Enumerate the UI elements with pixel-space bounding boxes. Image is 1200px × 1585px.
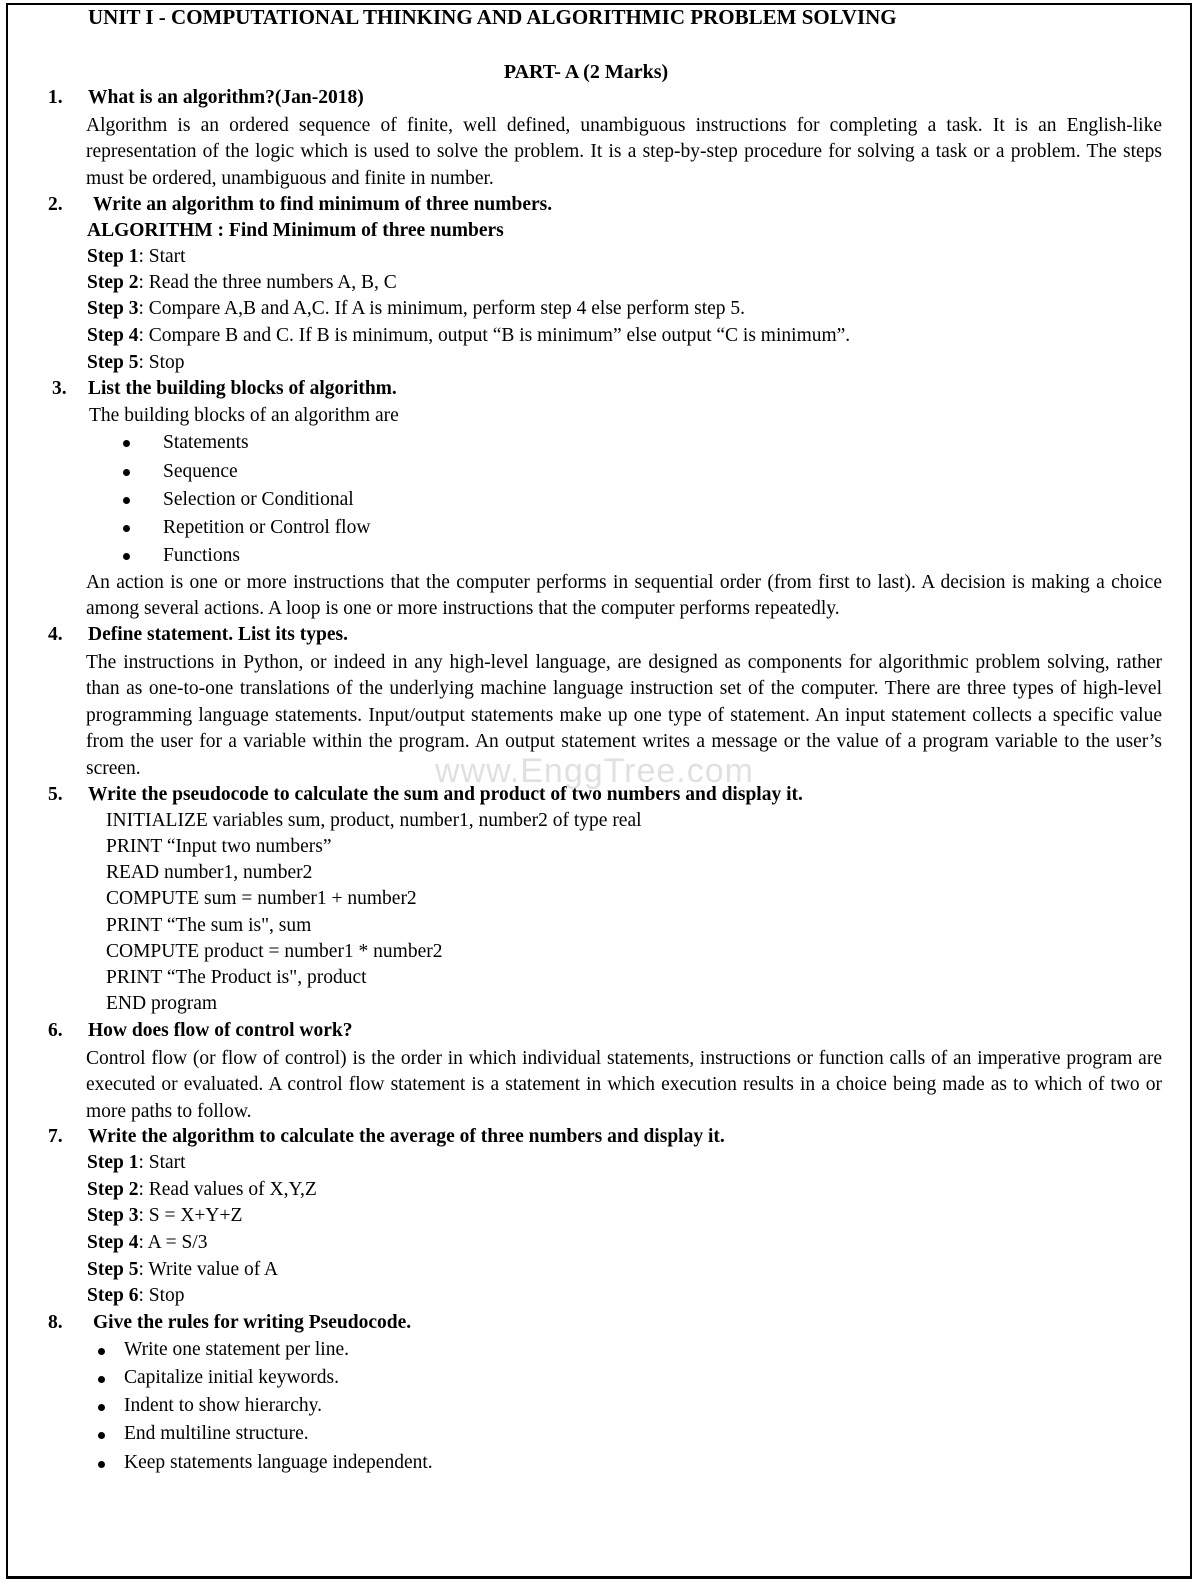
step-line xyxy=(87,1179,317,1201)
step-label: Step 1 xyxy=(87,246,139,267)
question-text: Write the pseudocode to calculate the sum and product of two numbers and display it. xyxy=(88,784,803,805)
pseudocode-line: END program xyxy=(106,993,218,1014)
pseudocode-line: COMPUTE sum = number1 + number2 xyxy=(106,888,417,909)
question-number: 2. xyxy=(48,194,63,215)
step-text: : Write value of A xyxy=(138,1259,279,1280)
question-text: How does flow of control work? xyxy=(88,1020,353,1041)
question-number: 5. xyxy=(48,784,63,805)
step-line xyxy=(87,272,397,294)
step-line xyxy=(87,1232,207,1254)
step-label: Step 3 xyxy=(87,298,139,319)
step-label: Step 2 xyxy=(87,1179,139,1200)
bullet-dot xyxy=(123,525,130,532)
question-text: Define statement. List its types. xyxy=(88,624,348,645)
bullet-dot xyxy=(98,1376,105,1383)
step-line xyxy=(87,1285,185,1307)
step-label: Step 4 xyxy=(87,1232,139,1253)
part-title xyxy=(0,61,1200,84)
pseudocode-line: PRINT “Input two numbers” xyxy=(106,836,332,857)
step-label: Step 2 xyxy=(87,272,139,293)
part-title-text: PART- A (2 Marks) xyxy=(503,61,669,83)
bullet-dot xyxy=(98,1461,105,1468)
list-item: Statements xyxy=(163,432,249,453)
step-line xyxy=(87,1205,242,1227)
step-text: : A = S/3 xyxy=(138,1232,208,1253)
step-text: : Compare B and C. If B is minimum, output “B is minimum” else output “C is minimum”. xyxy=(138,325,851,346)
question-number: 1. xyxy=(48,87,63,108)
pseudocode-line: COMPUTE product = number1 * number2 xyxy=(106,941,443,962)
step-line xyxy=(87,1152,186,1174)
question-text: Write an algorithm to find minimum of three numbers. xyxy=(93,194,553,215)
list-item: Selection or Conditional xyxy=(163,489,354,510)
unit-title: UNIT I - COMPUTATIONAL THINKING AND ALGORITHMIC PROBLEM SOLVING xyxy=(88,5,897,29)
list-item: Functions xyxy=(163,545,240,566)
step-text: : Read the three numbers A, B, C xyxy=(138,272,397,293)
step-line xyxy=(87,325,850,347)
bullet-dot xyxy=(98,1348,105,1355)
question-number: 8. xyxy=(48,1312,63,1333)
question-text: List the building blocks of algorithm. xyxy=(88,378,397,399)
step-label: Step 5 xyxy=(87,352,139,373)
answer-paragraph: Control flow (or flow of control) is the order in which individual statements, instructions or function calls of an imperative program are executed or evaluated. A control flow statement is a statement in which execution results in a choice being made as to which of two or more paths to follow. xyxy=(86,1048,1162,1122)
list-item: End multiline structure. xyxy=(124,1423,309,1444)
list-item: Capitalize initial keywords. xyxy=(124,1367,339,1388)
bullet-dot xyxy=(123,553,130,560)
step-line xyxy=(87,298,745,320)
list-item: Write one statement per line. xyxy=(124,1339,350,1360)
pseudocode-line: READ number1, number2 xyxy=(106,862,313,883)
step-label: Step 6 xyxy=(87,1285,139,1306)
question-number: 4. xyxy=(48,624,63,645)
step-line xyxy=(87,246,186,268)
step-label: Step 4 xyxy=(87,325,139,346)
step-label: Step 1 xyxy=(87,1152,139,1173)
step-text: : Read values of X,Y,Z xyxy=(138,1179,317,1200)
step-text: : Compare A,B and A,C. If A is minimum, perform step 4 else perform step 5. xyxy=(138,298,746,319)
answer-paragraph: Algorithm is an ordered sequence of finite, well defined, unambiguous instructions for completing a task. It is an English-like representation of the logic which is used to solve the problem. It is a step-by-step procedure for solving a task or a problem. The steps must be ordered, unambiguous and finite in number. xyxy=(86,115,1162,189)
step-text: : S = X+Y+Z xyxy=(138,1205,243,1226)
bullet-dot xyxy=(98,1432,105,1439)
list-item: Repetition or Control flow xyxy=(163,517,371,538)
pseudocode-line: PRINT “The Product is", product xyxy=(106,967,367,988)
list-item: Keep statements language independent. xyxy=(124,1452,433,1473)
answer-paragraph: The instructions in Python, or indeed in any high-level language, are designed as components for algorithmic problem solving, rather than as one-to-one translations of the underlying machine language instruction set of the computer. There are three types of high-level programming language statements. Input/output statements make up one type of statement. An input statement collects a specific value from the user for a variable within the program. An output statement writes a message or the value of a program variable to the user’s screen. xyxy=(86,652,1162,779)
algorithm-heading: ALGORITHM : Find Minimum of three numbers xyxy=(87,220,504,241)
pseudocode-line: PRINT “The sum is", sum xyxy=(106,915,312,936)
question-text: What is an algorithm?(Jan-2018) xyxy=(88,87,364,108)
list-item: Indent to show hierarchy. xyxy=(124,1395,323,1416)
question-text: Give the rules for writing Pseudocode. xyxy=(93,1312,412,1333)
pseudocode-line: INITIALIZE variables sum, product, number1, number2 of type real xyxy=(106,810,642,831)
watermark: www.EnggTree.com xyxy=(435,752,754,790)
step-text: : Start xyxy=(138,246,186,267)
question-number: 3. xyxy=(52,378,67,399)
question-number: 6. xyxy=(48,1020,63,1041)
bullet-dot xyxy=(123,469,130,476)
step-text: : Start xyxy=(138,1152,186,1173)
bullet-dot xyxy=(98,1404,105,1411)
bullet-dot xyxy=(123,497,130,504)
question-text: Write the algorithm to calculate the average of three numbers and display it. xyxy=(88,1126,725,1147)
step-line xyxy=(87,1259,278,1281)
answer-paragraph: An action is one or more instructions that the computer performs in sequential order (from first to last). A decision is making a choice among several actions. A loop is one or more instructions that the computer performs repeatedly. xyxy=(86,572,1162,620)
step-label: Step 5 xyxy=(87,1259,139,1280)
step-line xyxy=(87,352,185,374)
question-number: 7. xyxy=(48,1126,63,1147)
step-text: : Stop xyxy=(138,1285,185,1306)
bullet-dot xyxy=(123,440,130,447)
intro-text: The building blocks of an algorithm are xyxy=(89,405,399,426)
step-label: Step 3 xyxy=(87,1205,139,1226)
step-text: : Stop xyxy=(138,352,185,373)
list-item: Sequence xyxy=(163,461,238,482)
